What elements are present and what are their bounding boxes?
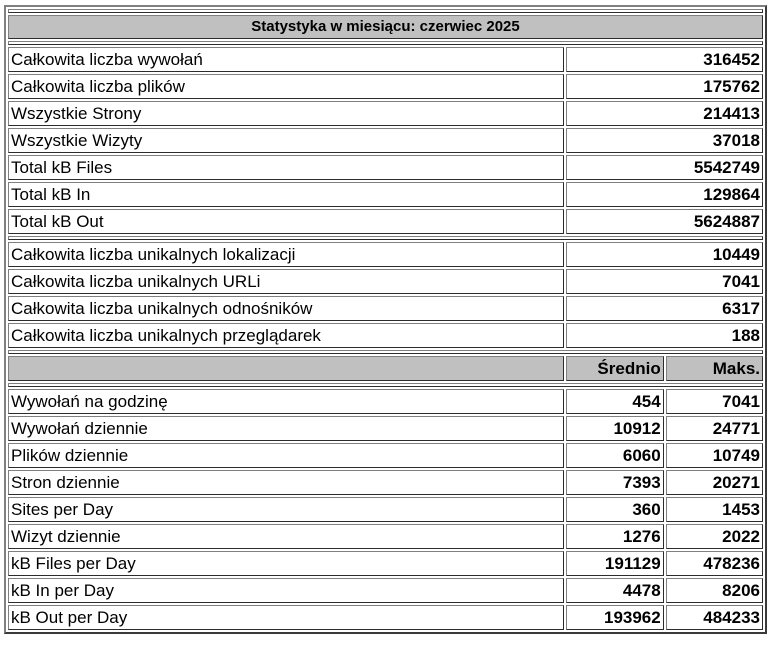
rate-average: 191129 [566, 551, 663, 576]
stat-label: Wszystkie Wizyty [8, 128, 564, 153]
stat-value: 214413 [566, 101, 763, 126]
stat-label: Całkowita liczba unikalnych odnośników [8, 296, 564, 321]
stat-value: 175762 [566, 74, 763, 99]
rate-row [8, 497, 763, 522]
spacer-cell [8, 350, 763, 354]
stat-label: Total kB Files [8, 155, 564, 180]
rates-section [8, 389, 763, 630]
stat-value: 316452 [566, 47, 763, 72]
title-row [8, 15, 763, 39]
stat-value: 188 [566, 323, 763, 348]
rate-label: kB Out per Day [8, 605, 564, 630]
rate-label: kB In per Day [8, 578, 564, 603]
stat-value: 5542749 [566, 155, 763, 180]
rate-max: 478236 [666, 551, 763, 576]
rate-max: 20271 [666, 470, 763, 495]
rate-max: 2022 [666, 524, 763, 549]
rate-max: 7041 [666, 389, 763, 414]
rate-row [8, 551, 763, 576]
rate-label: Sites per Day [8, 497, 564, 522]
rate-max: 10749 [666, 443, 763, 468]
separator-section [8, 236, 763, 240]
stat-value: 5624887 [566, 209, 763, 234]
stat-label: Całkowita liczba unikalnych URLi [8, 269, 564, 294]
rate-label: Wizyt dziennie [8, 524, 564, 549]
rate-max: 484233 [666, 605, 763, 630]
spacer-cell [8, 383, 763, 387]
rate-row [8, 605, 763, 630]
rate-row [8, 470, 763, 495]
column-header-row [8, 356, 763, 381]
spacer-row [8, 41, 763, 45]
stat-label: Całkowita liczba wywołań [8, 47, 564, 72]
monthly-statistics-table [4, 5, 767, 634]
stats-body [8, 9, 763, 45]
rate-average: 4478 [566, 578, 663, 603]
stat-value: 37018 [566, 128, 763, 153]
stat-label: Wszystkie Strony [8, 101, 564, 126]
rate-max: 24771 [666, 416, 763, 441]
spacer-row [8, 236, 763, 240]
rates-header-section [8, 350, 763, 387]
stat-value: 7041 [566, 269, 763, 294]
rate-row [8, 578, 763, 603]
rate-average: 6060 [566, 443, 663, 468]
column-header-blank [8, 356, 564, 381]
stat-row [8, 101, 763, 126]
rate-row [8, 416, 763, 441]
rate-label: Stron dziennie [8, 470, 564, 495]
stat-row [8, 323, 763, 348]
spacer-row [8, 350, 763, 354]
rate-average: 10912 [566, 416, 663, 441]
rate-max: 1453 [666, 497, 763, 522]
uniques-section [8, 242, 763, 348]
stat-row [8, 155, 763, 180]
stat-value: 6317 [566, 296, 763, 321]
rate-max: 8206 [666, 578, 763, 603]
column-header-max: Maks. [666, 356, 763, 381]
stat-row [8, 269, 763, 294]
spacer-cell [8, 41, 763, 45]
totals-section [8, 47, 763, 234]
stat-value: 129864 [566, 182, 763, 207]
rate-row [8, 443, 763, 468]
rate-row [8, 389, 763, 414]
rate-row [8, 524, 763, 549]
spacer-row [8, 9, 763, 13]
stat-row [8, 182, 763, 207]
rate-average: 360 [566, 497, 663, 522]
column-header-average: Średnio [566, 356, 663, 381]
stat-row [8, 209, 763, 234]
stat-label: Całkowita liczba plików [8, 74, 564, 99]
rate-label: Plików dziennie [8, 443, 564, 468]
stat-row [8, 296, 763, 321]
stat-row [8, 47, 763, 72]
spacer-row [8, 383, 763, 387]
rate-label: Wywołań na godzinę [8, 389, 564, 414]
stat-row [8, 74, 763, 99]
rate-average: 193962 [566, 605, 663, 630]
stat-label: Total kB In [8, 182, 564, 207]
spacer-cell [8, 236, 763, 240]
stat-label: Całkowita liczba unikalnych lokalizacji [8, 242, 564, 267]
rate-label: Wywołań dziennie [8, 416, 564, 441]
stat-row [8, 128, 763, 153]
stat-value: 10449 [566, 242, 763, 267]
spacer-cell [8, 9, 763, 13]
rate-average: 7393 [566, 470, 663, 495]
rate-average: 1276 [566, 524, 663, 549]
rate-label: kB Files per Day [8, 551, 564, 576]
stat-label: Total kB Out [8, 209, 564, 234]
stat-label: Całkowita liczba unikalnych przeglądarek [8, 323, 564, 348]
table-title: Statystyka w miesiącu: czerwiec 2025 [8, 15, 763, 39]
rate-average: 454 [566, 389, 663, 414]
stat-row [8, 242, 763, 267]
